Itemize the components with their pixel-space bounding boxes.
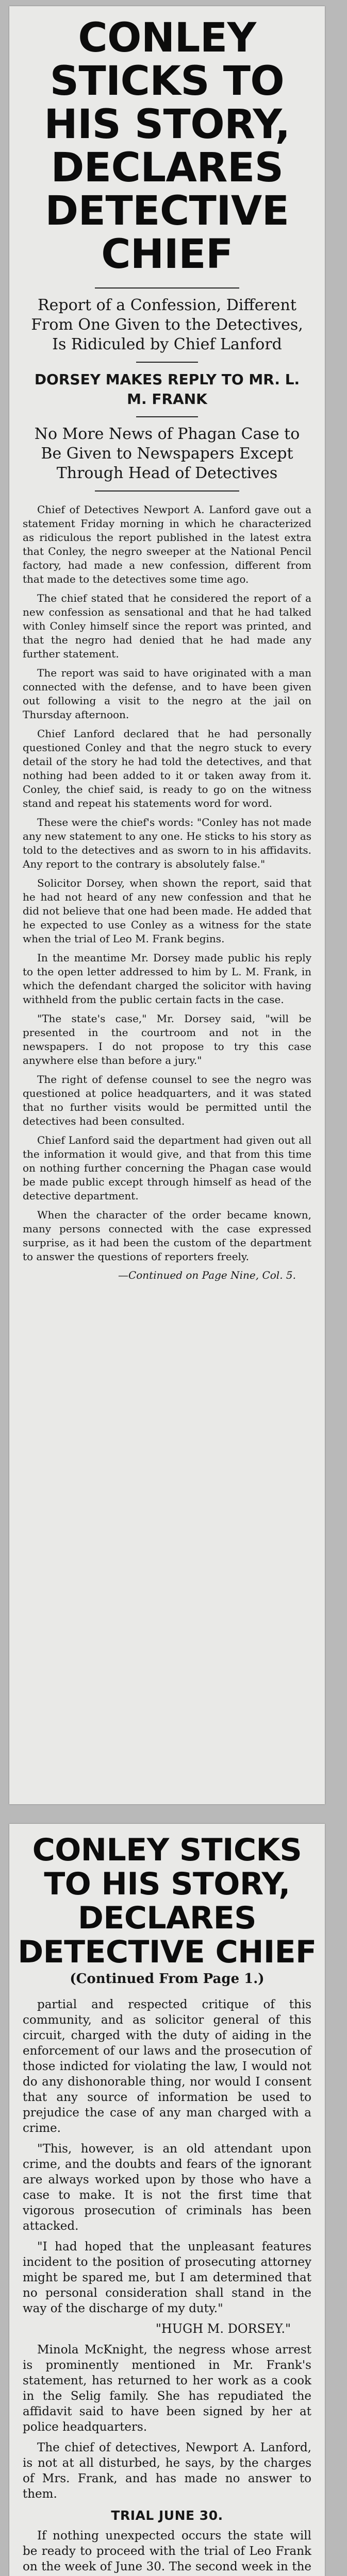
deck-block xyxy=(9,287,325,492)
deck-1: Report of a Confession, Different From One Given to the Detectives, Is Ridiculed by Chief Lanford xyxy=(31,296,303,353)
deck-3: No More News of Phagan Case to Be Given to Newspapers Except Through Head of Detectives xyxy=(34,425,300,482)
paragraph: When the character of the order became known, many persons connected with the case expressed surprise, as it had been the custom of the department to answer the questions of reporters freely. xyxy=(23,1209,311,1263)
article-column xyxy=(9,499,325,1281)
clipping-fade xyxy=(9,1784,325,1804)
paragraph: partial and respected critique of this community, and as solicitor general of this circuit, charged with the duty of aiding in the enforcement of our laws and the prosecution of those indicted for violating the law, I would not do any dishonorable thing, nor would I consent that any source of information be used to prejudice the case of any man charged with a crime. xyxy=(23,1998,311,2135)
paragraph: The chief stated that he considered the report of a new confession as sensational and that he had talked with Conley himself since the report was printed, and that the negro had denied that he had made any further statement. xyxy=(23,592,311,660)
paragraph: The chief of detectives, Newport A. Lanford, is not at all disturbed, he says, by the charges of Mrs. Frank, and has made no answer to them. xyxy=(23,2441,311,2501)
paragraph: Minola McKnight, the negress whose arrest is prominently mentioned in Mr. Frank's statement, has returned to her work as a cook in the Selig family. She has repudiated the affidavit said to have been signed by her at police headquarters. xyxy=(23,2343,311,2434)
paragraph: The report was said to have originated with a man connected with the defense, and to have been given out following a visit to the negro at the jail on Thursday afternoon. xyxy=(23,667,311,721)
continuation-clipping xyxy=(9,1824,325,2576)
deck-rule xyxy=(136,362,198,363)
continuation-column xyxy=(9,1993,325,2576)
paragraph: "This, however, is an old attendant upon crime, and the doubts and fears of the ignorant are always worked upon by those who have a case to make. It is not the first time that vigorous prosecution of criminals has been attacked. xyxy=(23,2142,311,2233)
paragraph: Solicitor Dorsey, when shown the report, said that he had not heard of any new confession and that he did not believe that one had been made. He added that he expected to use Conley as a witness for the state when the trial of Leo M. Frank begins. xyxy=(23,877,311,945)
continuation-headline: CONLEY STICKS TO HIS STORY, DECLARES DETECTIVE CHIEF xyxy=(18,1832,317,1970)
signature-dorsey: "HUGH M. DORSEY." xyxy=(155,2321,291,2336)
paragraph: "I had hoped that the unpleasant features incident to the position of prosecuting attorney might be spared me, but I am determined that no personal consideration shall stand in the way of the discharge of my duty." xyxy=(23,2240,311,2315)
paragraph: The right of defense counsel to see the negro was questioned at police headquarters, and it was stated that no further visits would be permitted until the detectives had been consulted. xyxy=(23,1073,311,1127)
deck-2: DORSEY MAKES REPLY TO MR. L. M. FRANK xyxy=(34,371,300,408)
deck-rule xyxy=(95,287,239,289)
paragraph: "The state's case," Mr. Dorsey said, "will be presented in the courtroom and not in the newspapers. I do not propose to try this case anywhere else than before a jury." xyxy=(23,1012,311,1066)
continued-line: —Continued on Page Nine, Col. 5. xyxy=(118,1269,296,1281)
continued-from-line: (Continued From Page 1.) xyxy=(70,1971,265,1987)
paragraph: Chief Lanford said the department had given out all the information it would give, and that from this time on nothing further concerning the Phagan case would be made public except through himself as head of the detective department. xyxy=(23,1134,311,1202)
paragraph: Chief of Detectives Newport A. Lanford gave out a statement Friday morning in which he characterized as ridiculous the report published in the latest extra that Conley, the negro sweeper at the National Pencil factory, had made a new confession, different from that made to the detectives some time ago. xyxy=(23,503,311,585)
paragraph: In the meantime Mr. Dorsey made public his reply to the open letter addressed to him by L. M. Frank, in which the defendant charged the solicitor with having withheld from the public certain facts in the case. xyxy=(23,952,311,1006)
front-page-clipping xyxy=(9,6,325,1804)
deck-rule xyxy=(95,490,239,492)
paragraph: Chief Lanford declared that he had personally questioned Conley and that the negro stuck to every detail of the story he had told the detectives, and that nothing had been added to it or taken away from it. Conley, the chief said, is ready to go on the witness stand and repeat his statements word for word. xyxy=(23,727,311,809)
paragraph: If nothing unexpected occurs the state will be ready to proceed with the trial of Leo Frank on the week of June 30. The second week in the xyxy=(23,2529,311,2573)
paragraph: These were the chief's words: "Conley has not made any new statement to any one. He sticks to his story as told to the detectives and as sworn to in his affidavits. Any report to the contrary is absolutely false." xyxy=(23,816,311,870)
deck-rule xyxy=(136,416,198,417)
subhead-trial: TRIAL JUNE 30. xyxy=(111,2508,223,2523)
main-headline: CONLEY STICKS TO HIS STORY, DECLARES DETECTIVE CHIEF xyxy=(44,15,290,278)
